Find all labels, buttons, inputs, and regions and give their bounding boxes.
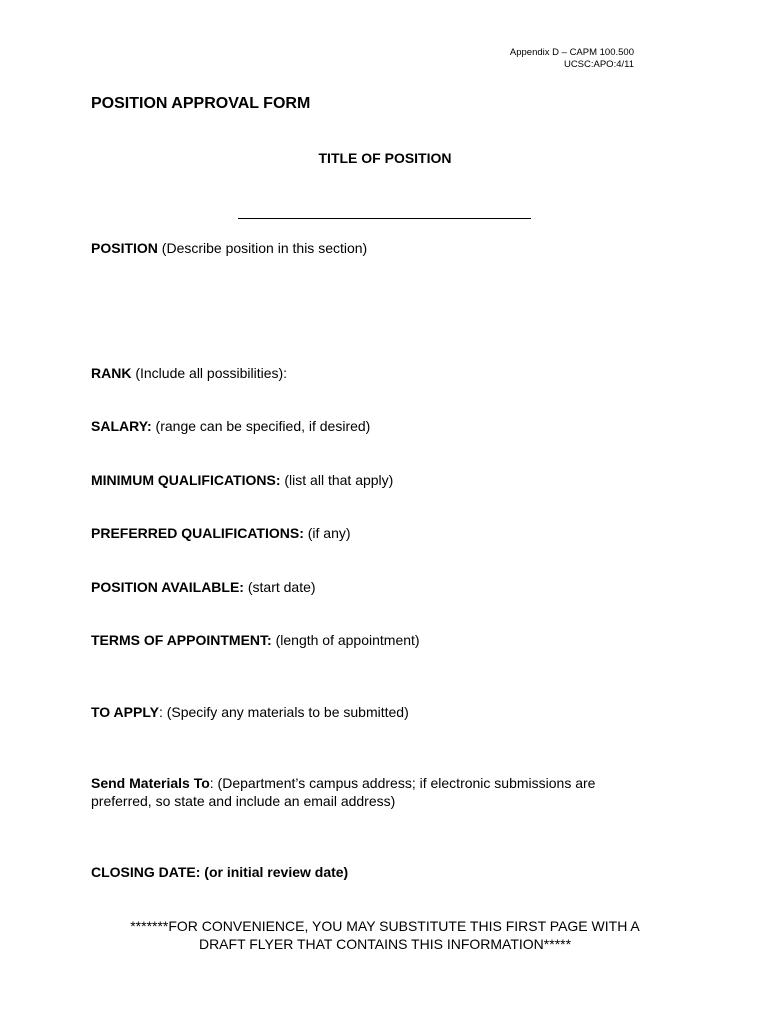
minimum-qualifications-label: MINIMUM QUALIFICATIONS: bbox=[91, 472, 281, 488]
notice-line-1: *******FOR CONVENIENCE, YOU MAY SUBSTITUTE THIS FIRST PAGE WITH A bbox=[130, 918, 640, 934]
send-materials-field bbox=[91, 774, 646, 810]
position-title-heading: TITLE OF POSITION bbox=[318, 150, 452, 166]
position-available-label: POSITION AVAILABLE: bbox=[91, 579, 244, 595]
position-label: POSITION bbox=[91, 240, 158, 256]
preferred-qualifications-hint: (if any) bbox=[303, 525, 351, 541]
position-field bbox=[91, 239, 651, 257]
preferred-qualifications-field bbox=[91, 524, 651, 542]
salary-label: SALARY: bbox=[91, 418, 152, 434]
revision-code: UCSC:APO:4/11 bbox=[563, 59, 634, 70]
closing-date-field bbox=[91, 863, 651, 881]
position-available-field bbox=[91, 578, 651, 596]
position-available-hint: (start date) bbox=[243, 579, 316, 595]
appendix-reference: Appendix D – CAPM 100.500 bbox=[509, 47, 634, 58]
form-title: POSITION APPROVAL FORM bbox=[91, 95, 311, 112]
preferred-qualifications-label: PREFERRED QUALIFICATIONS: bbox=[91, 525, 304, 541]
position-hint: (Describe position in this section) bbox=[157, 240, 368, 256]
rank-field bbox=[91, 364, 651, 382]
send-materials-label: Send Materials To bbox=[91, 775, 210, 791]
salary-field bbox=[91, 417, 651, 435]
minimum-qualifications-field bbox=[91, 471, 651, 489]
notice-line-2: DRAFT FLYER THAT CONTAINS THIS INFORMATION***** bbox=[198, 936, 572, 952]
rank-label: RANK bbox=[91, 365, 132, 381]
convenience-notice bbox=[80, 917, 690, 953]
terms-of-appointment-label: TERMS OF APPOINTMENT: bbox=[91, 632, 272, 648]
send-materials-hint: : (Department’s campus address; if electronic submissions are preferred, so state and include an email address) bbox=[91, 775, 596, 809]
to-apply-label: TO APPLY bbox=[91, 704, 159, 720]
salary-hint: (range can be specified, if desired) bbox=[151, 418, 371, 434]
to-apply-hint: : (Specify any materials to be submitted) bbox=[158, 704, 409, 720]
document-reference bbox=[460, 47, 634, 71]
minimum-qualifications-hint: (list all that apply) bbox=[280, 472, 394, 488]
terms-of-appointment-field bbox=[91, 631, 651, 649]
to-apply-field bbox=[91, 703, 651, 721]
closing-date-label: CLOSING DATE: (or initial review date) bbox=[91, 864, 349, 880]
terms-of-appointment-hint: (length of appointment) bbox=[271, 632, 420, 648]
rank-hint: (Include all possibilities): bbox=[131, 365, 288, 381]
position-title-blank-line bbox=[238, 218, 531, 219]
